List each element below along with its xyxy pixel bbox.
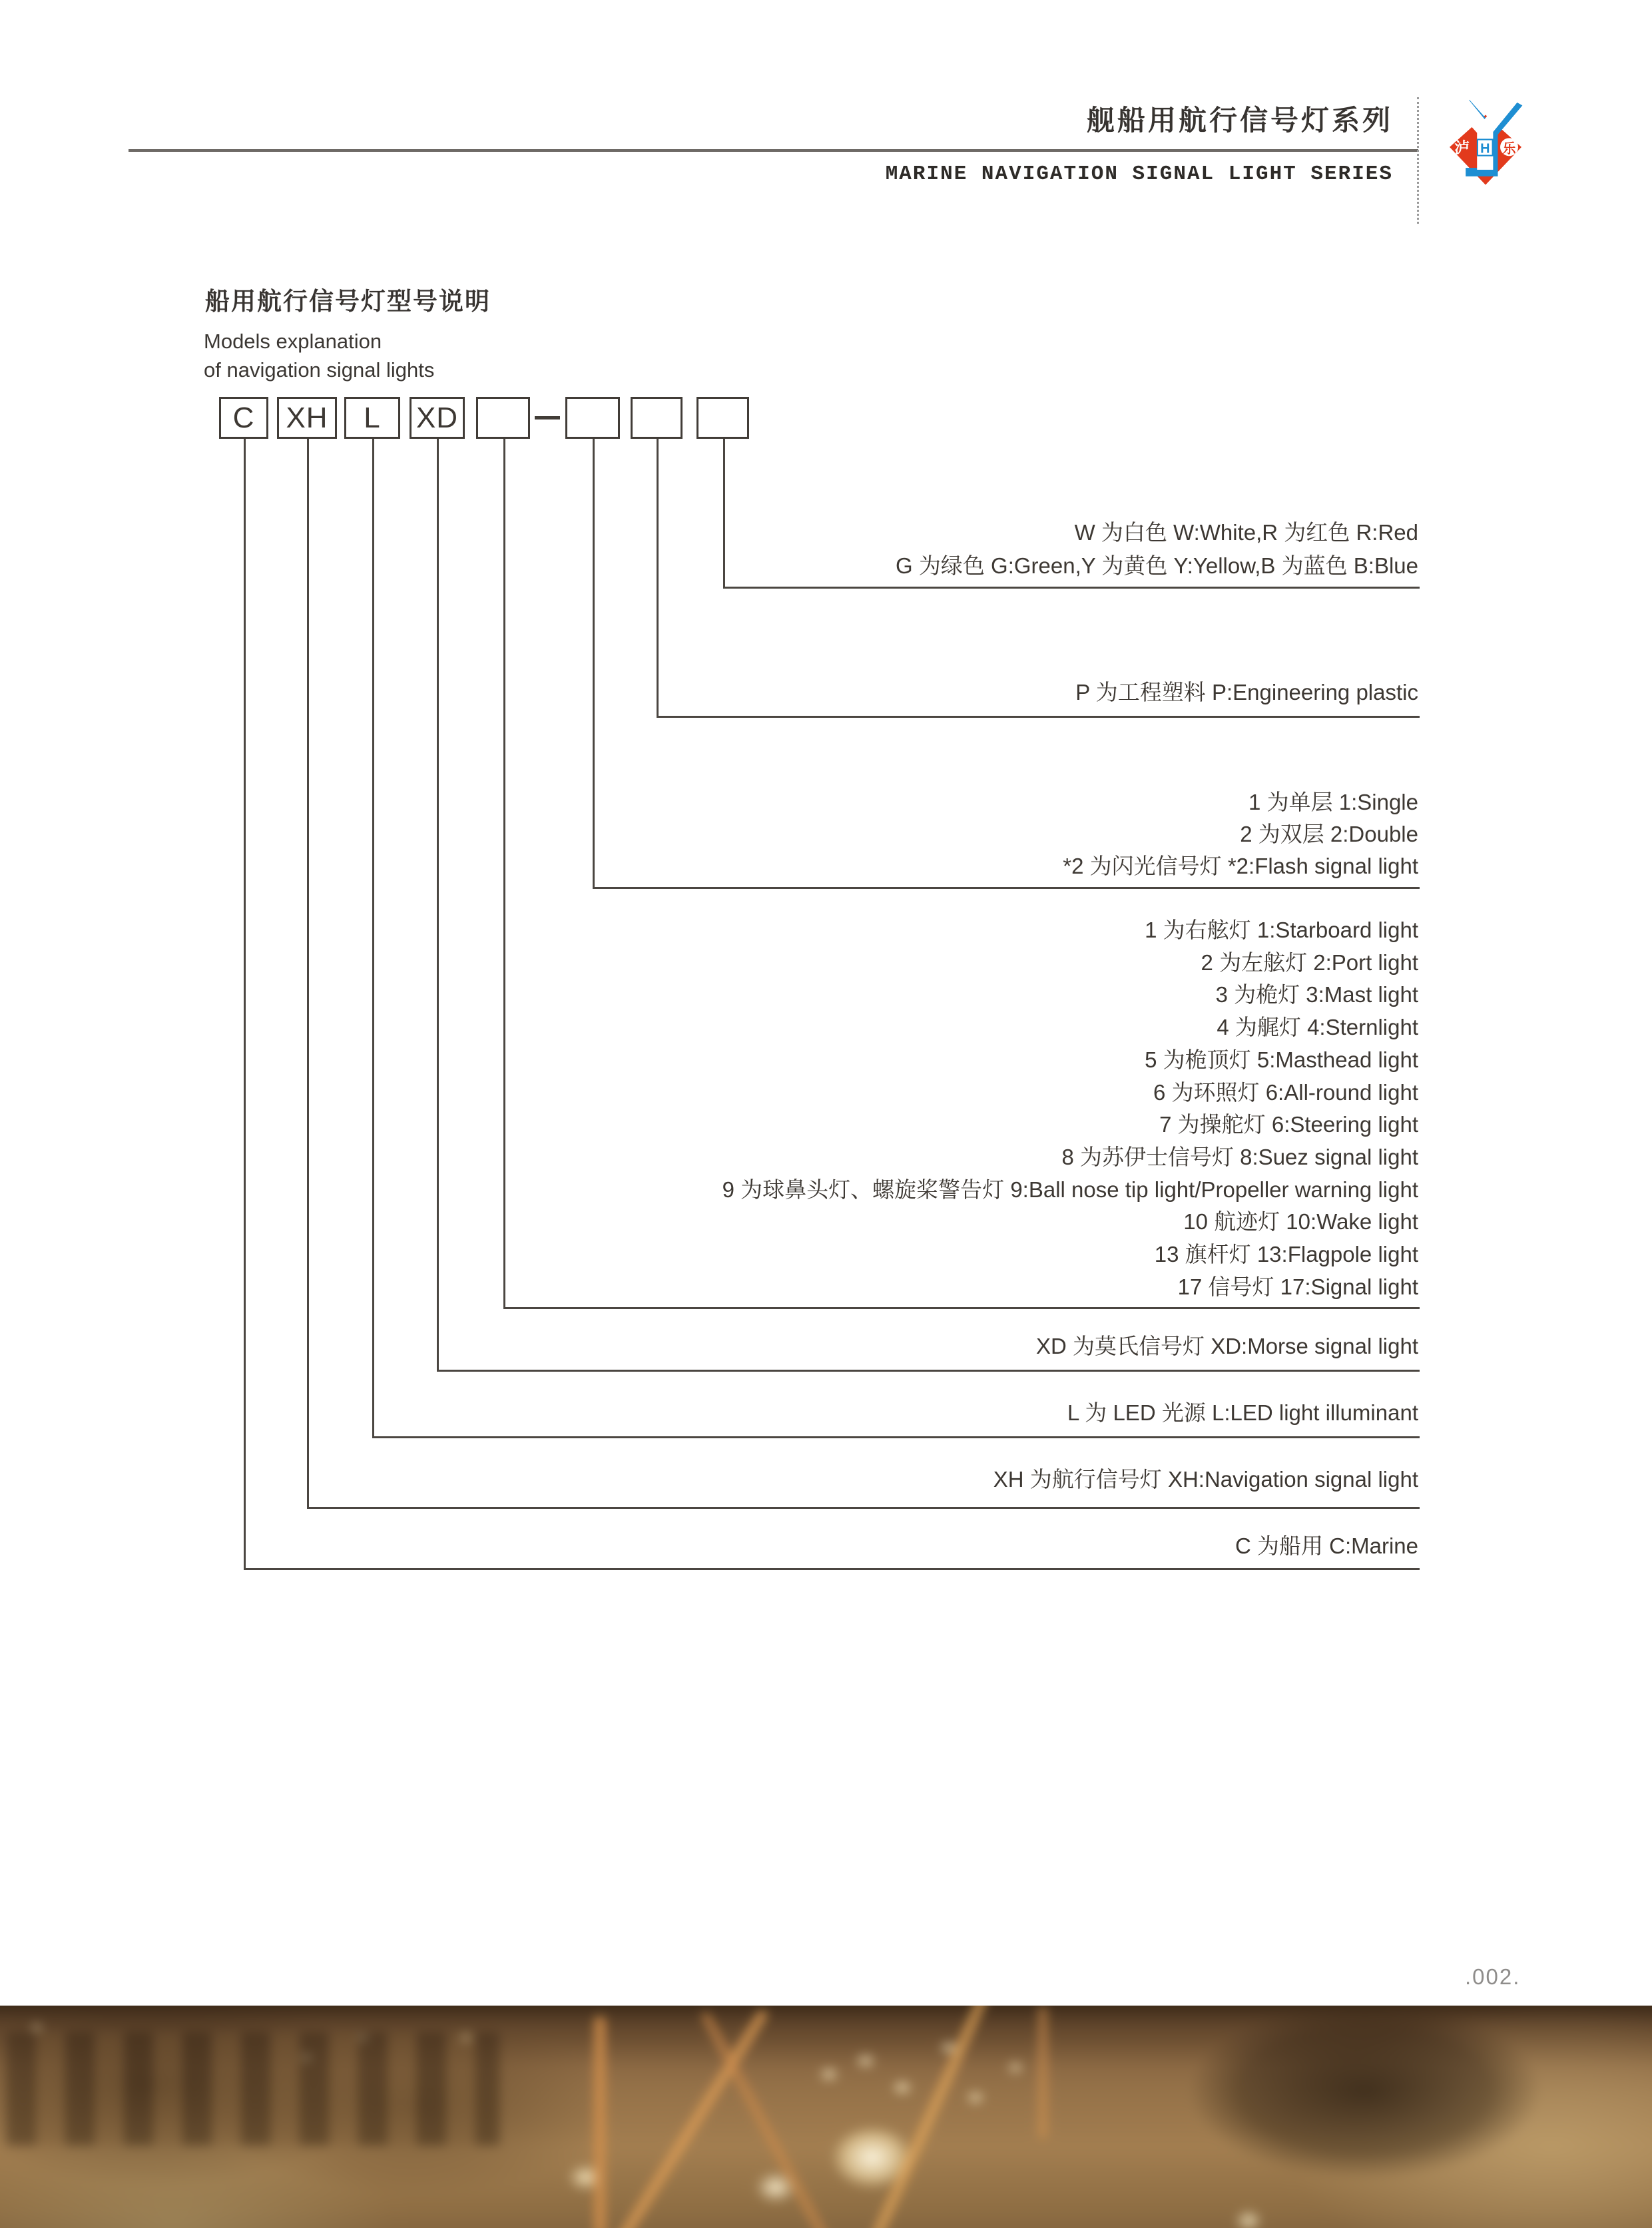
model-code-box-blank <box>476 397 530 439</box>
model-explanation-title-en-line2: of navigation signal lights <box>204 358 435 382</box>
model-part-label: W 为白色 W:White,R 为红色 R:Red <box>1074 520 1418 545</box>
connector-vertical-material-code <box>657 439 659 716</box>
model-part-label: 17 信号灯 17:Signal light <box>1177 1274 1418 1299</box>
series-title-zh: 舰船用航行信号灯系列 <box>1086 105 1393 136</box>
model-part-label: 10 航迹灯 10:Wake light <box>1183 1209 1418 1234</box>
crane-beam-shape <box>700 2011 839 2228</box>
model-code-box-blank <box>631 397 683 439</box>
connector-underline-navigation-code <box>307 1507 1420 1509</box>
connector-vertical-layer-code <box>593 439 595 887</box>
model-part-label: G 为绿色 G:Green,Y 为黄色 Y:Yellow,B 为蓝色 B:Blue <box>896 553 1418 578</box>
model-part-label: *2 为闪光信号灯 *2:Flash signal light <box>1063 854 1418 878</box>
model-part-label: 2 为双层 2:Double <box>1240 822 1418 846</box>
connector-vertical-color-code <box>723 439 725 587</box>
connector-underline-led-code <box>372 1436 1420 1438</box>
connector-vertical-navigation-code <box>307 439 309 1507</box>
crane-beam-shape <box>613 2008 768 2228</box>
model-part-label: 4 为艉灯 4:Sternlight <box>1217 1015 1418 1039</box>
model-part-label: C 为船用 C:Marine <box>1235 1533 1418 1558</box>
model-explanation-title-zh: 船用航行信号灯型号说明 <box>205 288 491 315</box>
model-part-label: 5 为桅顶灯 5:Masthead light <box>1145 1047 1418 1072</box>
model-part-label: 13 旗杆灯 13:Flagpole light <box>1154 1242 1418 1266</box>
photo-art <box>0 2006 1652 2228</box>
model-part-label: XD 为莫氏信号灯 XD:Morse signal light <box>1036 1334 1418 1358</box>
logo-char-right: 乐 <box>1502 141 1516 156</box>
series-title-en: MARINE NAVIGATION SIGNAL LIGHT SERIES <box>885 162 1393 186</box>
connector-vertical-morse-code <box>437 439 439 1370</box>
page-number: .002. <box>1465 1964 1521 1989</box>
connector-underline-morse-code <box>437 1370 1420 1372</box>
model-code-box-blank <box>565 397 620 439</box>
model-code-box-xh: XH <box>277 397 337 439</box>
connector-vertical-led-code <box>372 439 374 1436</box>
model-part-label: P 为工程塑料 P:Engineering plastic <box>1075 680 1418 704</box>
model-code-box-xd: XD <box>410 397 465 439</box>
model-part-label: XH 为航行信号灯 XH:Navigation signal light <box>993 1467 1418 1492</box>
model-code-box-c: C <box>219 397 268 439</box>
model-code-box-blank <box>696 397 749 439</box>
model-code-dash <box>535 416 560 419</box>
model-part-label: 8 为苏伊士信号灯 8:Suez signal light <box>1061 1145 1418 1169</box>
crane-beam-shape <box>1039 2006 1047 2139</box>
connector-underline-light-type-code <box>503 1307 1420 1309</box>
crane-beam-shape <box>595 2016 605 2228</box>
model-part-label: 3 为桅灯 3:Mast light <box>1215 982 1418 1007</box>
model-part-label: L 为 LED 光源 L:LED light illuminant <box>1067 1400 1418 1425</box>
connector-underline-layer-code <box>593 887 1420 889</box>
model-part-label: 6 为环照灯 6:All-round light <box>1153 1080 1418 1105</box>
model-explanation-title-en-line1: Models explanation <box>204 330 382 353</box>
connector-vertical-marine-code <box>244 439 246 1568</box>
logo-char-center: H <box>1480 141 1490 156</box>
model-part-label: 2 为左舷灯 2:Port light <box>1201 950 1418 975</box>
model-part-label: 9 为球鼻头灯、螺旋桨警告灯 9:Ball nose tip light/Propeller warning light <box>722 1177 1418 1202</box>
connector-underline-color-code <box>723 587 1420 589</box>
connector-underline-material-code <box>657 716 1420 718</box>
logo-char-left: 泸 <box>1454 139 1470 156</box>
model-part-label: 1 为右舷灯 1:Starboard light <box>1145 918 1418 942</box>
model-part-label: 7 为操舵灯 6:Steering light <box>1159 1112 1418 1137</box>
port-night-photo <box>0 2006 1652 2228</box>
connector-vertical-light-type-code <box>503 439 505 1307</box>
model-part-label: 1 为单层 1:Single <box>1248 790 1418 814</box>
crane-beam-shape <box>872 2006 988 2228</box>
container-stacks-shape <box>7 2032 499 2145</box>
connector-underline-marine-code <box>244 1568 1420 1570</box>
model-code-box-l: L <box>344 397 400 439</box>
